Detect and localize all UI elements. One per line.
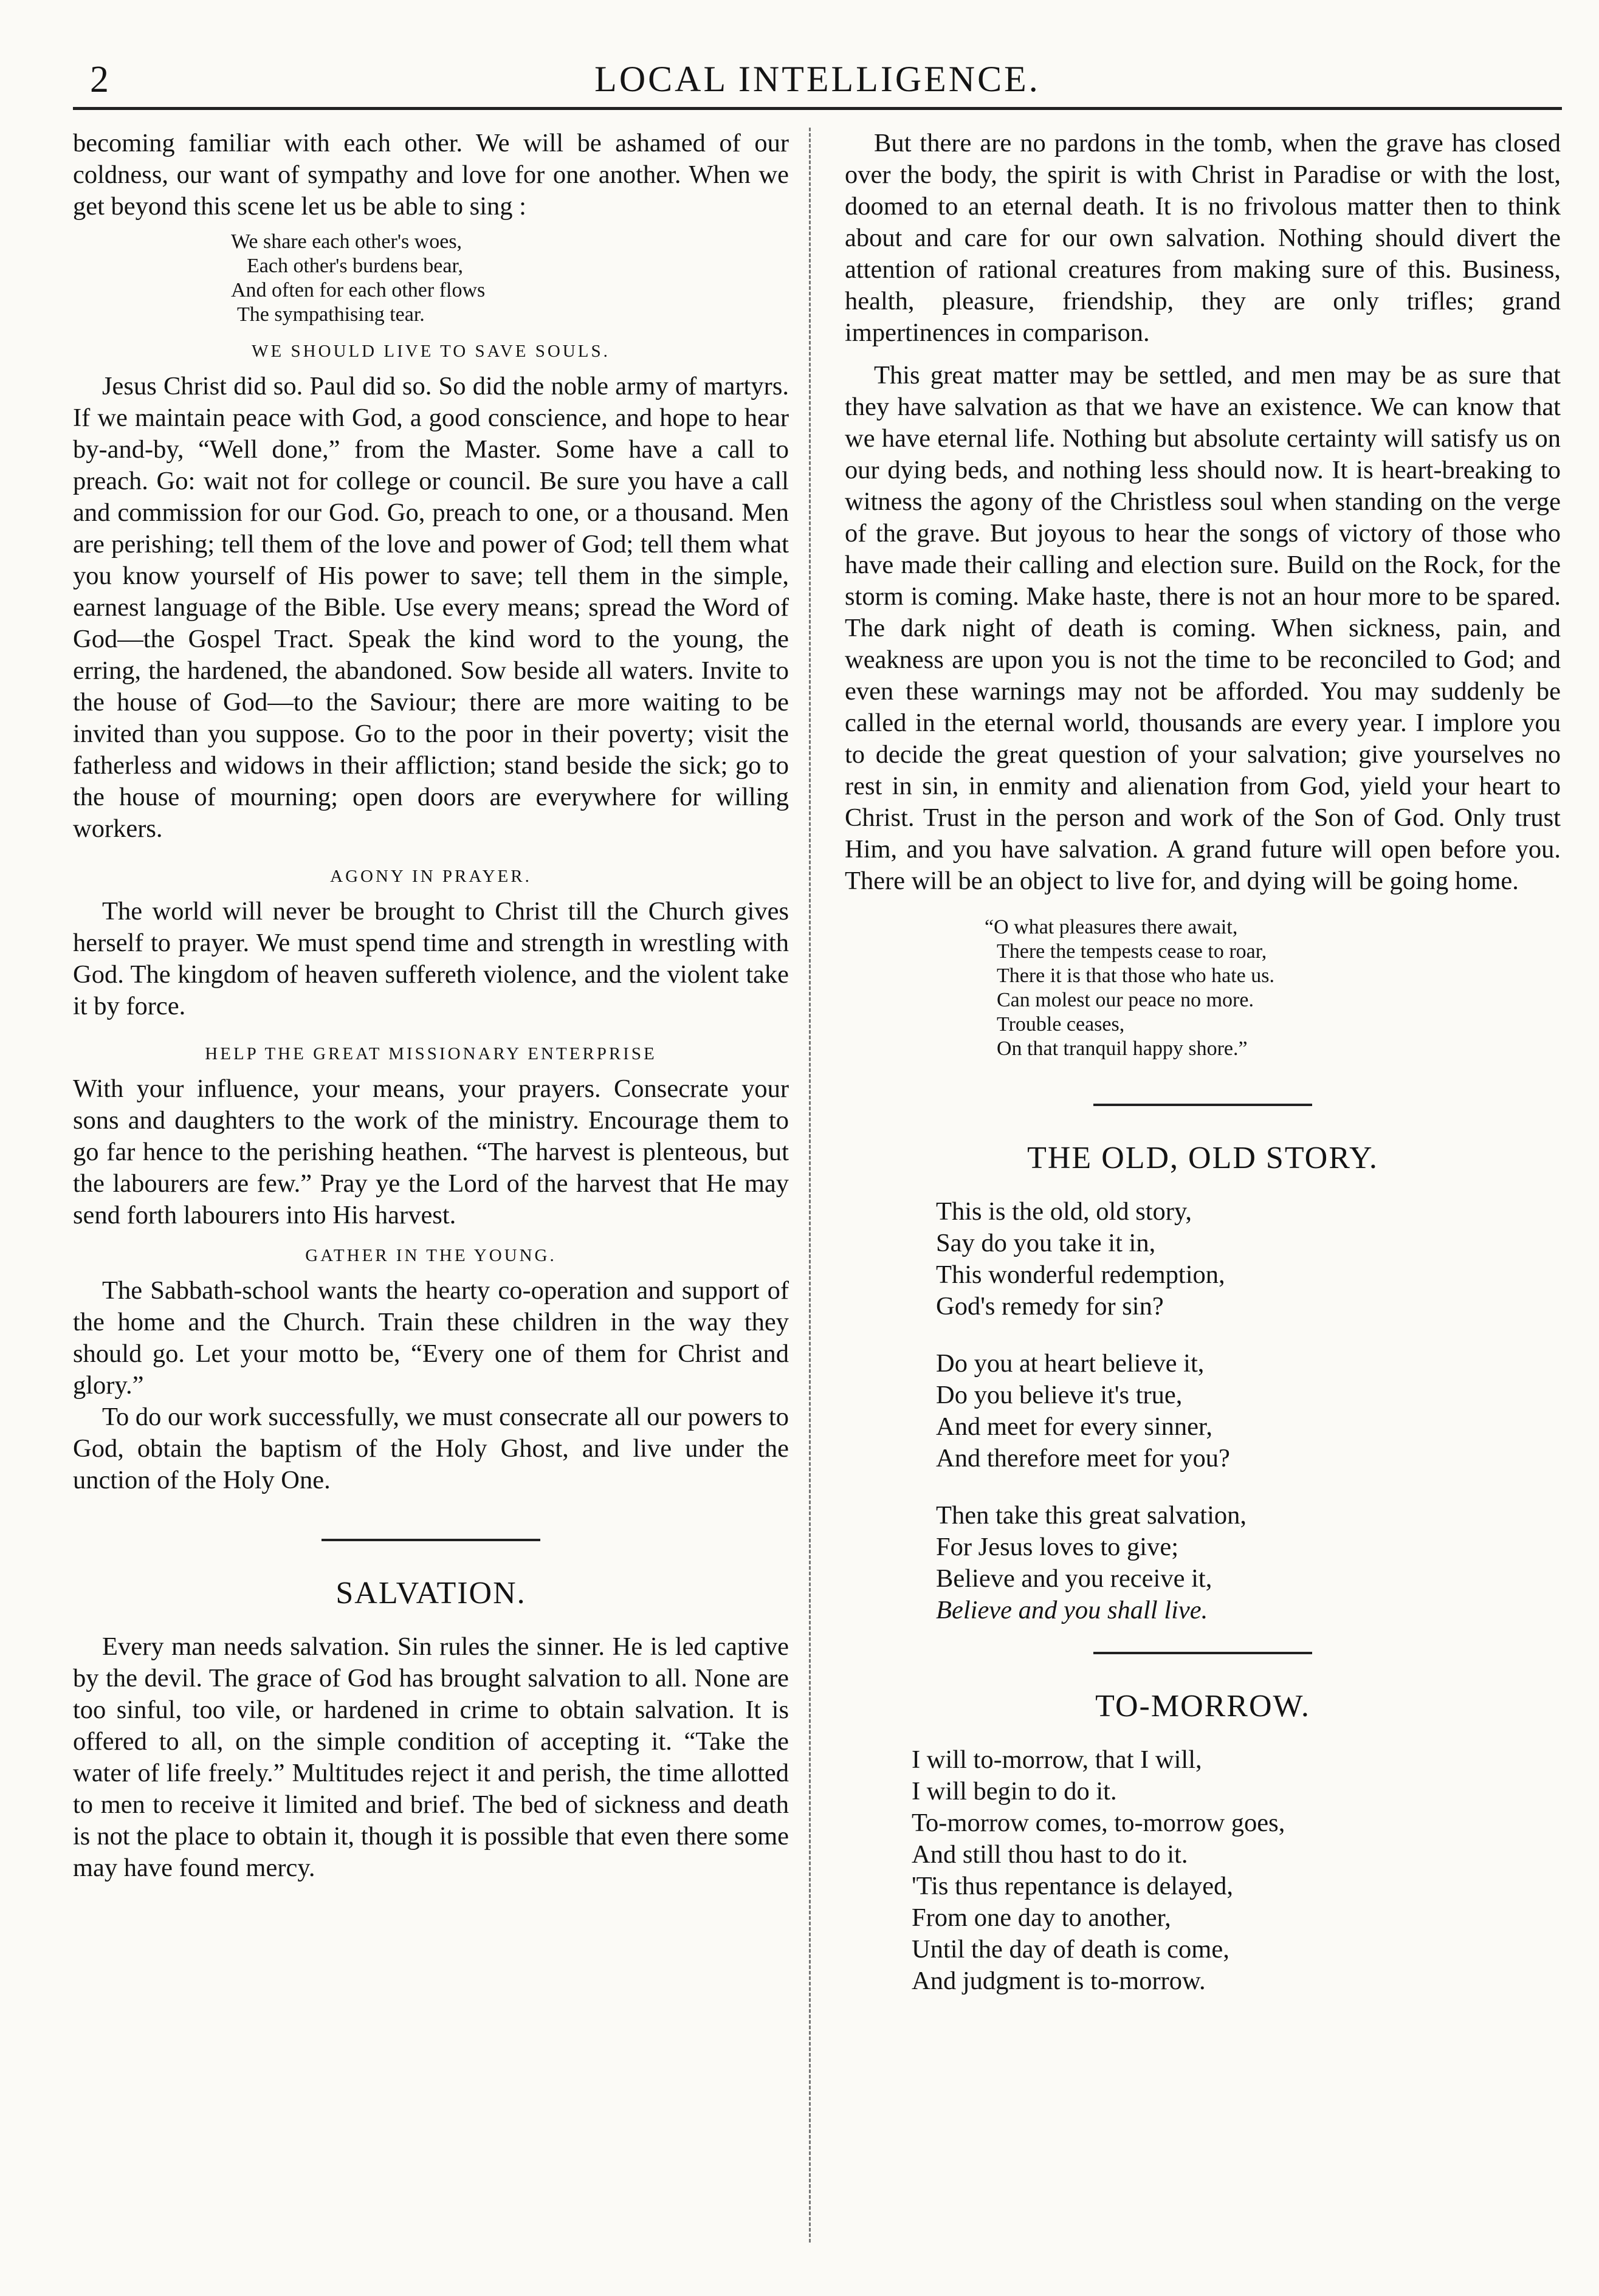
young-paragraph: The Sabbath-school wants the hearty co-operation and support of the home and the Church. Train these children in the way they should go. Let your motto be, “Every one of them for Christ and glory.” xyxy=(73,1276,789,1400)
salvation-paragraph: Every man needs salvation. Sin rules the sinner. He is led captive by the devil. The grace of God has brought salvation to all. None are too sinful, too vile, or hardened in crime to obtain salvation. It is offered to all, on the simple condition of accepting it. “Take the water of life freely.” Multitudes reject it and perish, the time allotted to men to receive it limited and brief. The bed of sickness and death is not the place to obtain it, though it is possible that even there some may have found mercy. xyxy=(73,1632,789,1882)
poem-line: I will to-morrow, that I will, xyxy=(912,1745,1202,1774)
quote-line: There the tempests cease to roar, xyxy=(997,940,1267,963)
poem-line: Do you at heart believe it, xyxy=(936,1349,1205,1378)
poem-line: Then take this great salvation, xyxy=(936,1501,1247,1530)
poem-line: And still thou hast to do it. xyxy=(912,1840,1188,1869)
tomorrow-title: TO-MORROW. xyxy=(1095,1689,1310,1724)
poem-stanza xyxy=(936,1500,1561,1626)
header-rule xyxy=(73,107,1562,110)
tomb-paragraph: But there are no pardons in the tomb, when the grave has closed over the body, the spirit is with Christ in Paradise or with the lost, doomed to an eternal death. It is no frivolous matter then to think about and care for our own salvation. Nothing should divert the attention of rational creatures from making sure of this. Business, health, pleasure, friendship, they are only trifles; grand impertinences in comparison. xyxy=(845,129,1561,347)
poem-line: Until the day of death is come, xyxy=(912,1935,1229,1964)
page-header xyxy=(73,47,1562,120)
column-divider xyxy=(809,128,811,2243)
section-separator xyxy=(322,1539,540,1541)
quote-line: Can molest our peace no more. xyxy=(997,989,1254,1011)
poem-line: From one day to another, xyxy=(912,1903,1171,1932)
poem-line: And therefore meet for you? xyxy=(936,1444,1230,1473)
prayer-paragraph: The world will never be brought to Christ till the Church gives herself to prayer. We must spend time and strength in wrestling with God. The kingdom of heaven suffereth violence, and the violent take it by force. xyxy=(73,897,789,1020)
poem-line: For Jesus loves to give; xyxy=(936,1533,1179,1561)
poem-line: This is the old, old story, xyxy=(936,1197,1192,1226)
hymn-line: We share each other's woes, xyxy=(231,230,463,253)
intro-paragraph: becoming familiar with each other. We will be ashamed of our coldness, our want of sympathy and love for one another. When we get beyond this scene let us be able to sing : xyxy=(73,129,789,221)
souls-paragraph: Jesus Christ did so. Paul did so. So did the noble army of martyrs. If we maintain peace with God, a good conscience, and hope to hear by-and-by, “Well done,” from the Master. Some have a call to preach. Go: wait not for college or council. Be sure you have a call and commission for our God. Go, preach to one, or a thousand. Men are perishing; tell them of the love and power of God; tell them what you know yourself of His power to save; tell them in the simple, earnest language of the Bible. Use every means; spread the Word of God—the Gospel Tract. Speak the kind word to the young, the erring, the hardened, the abandoned. Sow beside all waters. Invite to the house of God—to the Saviour; there are more waiting to be invited than you suppose. Go to the poor in their poverty; visit the fatherless and widows in their affliction; stand beside the sick; go to the house of mourning; open doors are everywhere for willing workers. xyxy=(73,372,789,843)
prayer-heading: AGONY IN PRAYER. xyxy=(330,867,532,886)
page-number: 2 xyxy=(90,59,109,100)
quote-line: “O what pleasures there await, xyxy=(985,916,1238,938)
poem-line: Do you believe it's true, xyxy=(936,1381,1183,1409)
young-heading: GATHER IN THE YOUNG. xyxy=(305,1246,557,1265)
right-column xyxy=(845,128,1561,1997)
young-paragraph-2: To do our work successfully, we must consecrate all our powers to God, obtain the baptism of the Holy Ghost, and live under the unction of the Holy One. xyxy=(73,1403,789,1494)
poem-line: This wonderful redemption, xyxy=(936,1260,1225,1289)
missionary-heading: HELP THE GREAT MISSIONARY ENTERPRISE xyxy=(205,1044,657,1064)
hymn-line: The sympathising tear. xyxy=(237,303,425,326)
poem-line: Say do you take it in, xyxy=(936,1229,1156,1257)
poem-stanza xyxy=(936,1348,1561,1474)
assurance-paragraph: This great matter may be settled, and men may be as sure that they have salvation as that we have an existence. We can know that we have eternal life. Nothing but absolute certainty will satisfy us on our dying beds, and nothing less should now. It is heart-breaking to witness the agony of the Christless soul when standing on the verge of the grave. But joyous to hear the songs of victory of those who have made their calling and election sure. Build on the Rock, for the storm is coming. Make haste, there is not an hour more to be spared. The dark night of death is coming. When sickness, pain, and weakness are upon you is not the time to be reconciled to God; and even these warnings may not be afforded. You may suddenly be called in the eternal world, thousands are every year. I implore you to decide the great question of your salvation; give yourselves no rest in sin, in enmity and alienation from God, yield your heart to Christ. Trust in the person and work of the Son of God. Only trust Him, and you have salvation. A grand future will open before you. There will be an object to live for, and dying will be going home. xyxy=(845,361,1561,895)
hymn-verse xyxy=(231,230,789,327)
section-separator xyxy=(1093,1104,1312,1106)
poem-line: 'Tis thus repentance is delayed, xyxy=(912,1872,1233,1900)
poem-stanza xyxy=(936,1196,1561,1322)
poem-line: Believe and you shall live. xyxy=(936,1596,1208,1624)
hymn-line: Each other's burdens bear, xyxy=(247,255,463,277)
closing-quote xyxy=(985,915,1561,1061)
quote-line: There it is that those who hate us. xyxy=(997,964,1275,987)
section-separator xyxy=(1093,1652,1312,1654)
tomorrow-poem xyxy=(912,1744,1561,1997)
quote-line: Trouble ceases, xyxy=(997,1013,1125,1036)
poem-line: I will begin to do it. xyxy=(912,1777,1117,1806)
quote-line: On that tranquil happy shore.” xyxy=(997,1037,1248,1060)
souls-heading: WE SHOULD LIVE TO SAVE SOULS. xyxy=(252,342,610,361)
poem-line: To-morrow comes, to-morrow goes, xyxy=(912,1809,1285,1837)
missionary-paragraph: With your influence, your means, your prayers. Consecrate your sons and daughters to the work of the ministry. Encourage them to go far hence to the perishing heathen. “The harvest is plenteous, but the labourers are few.” Pray ye the Lord of the harvest that He may send forth labourers into His harvest. xyxy=(73,1074,789,1229)
left-column xyxy=(73,128,789,1884)
running-title: LOCAL INTELLIGENCE. xyxy=(594,59,1040,99)
hymn-line: And often for each other flows xyxy=(231,279,486,301)
poem-line: And meet for every sinner, xyxy=(936,1412,1213,1441)
poem-line: God's remedy for sin? xyxy=(936,1292,1164,1321)
salvation-title: SALVATION. xyxy=(335,1576,526,1610)
old-story-title: THE OLD, OLD STORY. xyxy=(1027,1141,1378,1175)
poem-line: Believe and you receive it, xyxy=(936,1564,1212,1593)
old-story-poem xyxy=(936,1196,1561,1626)
poem-line: And judgment is to-morrow. xyxy=(912,1967,1206,1995)
